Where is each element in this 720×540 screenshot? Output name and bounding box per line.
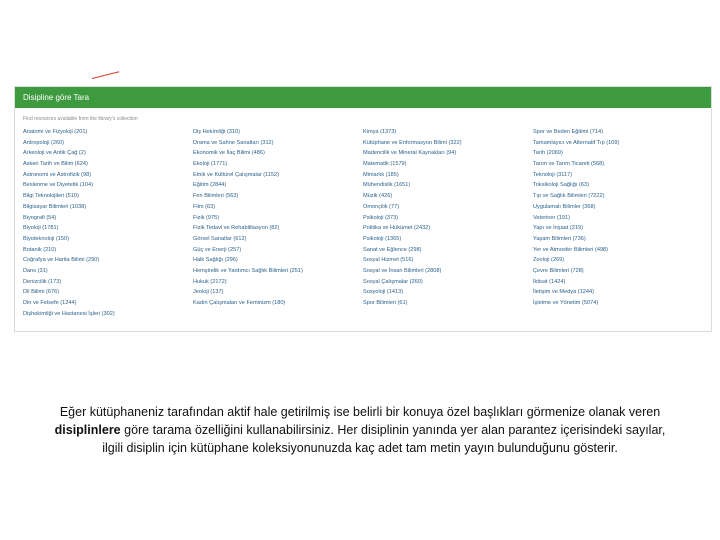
discipline-link[interactable]: Ekoloji (1771) xyxy=(193,161,228,168)
discipline-link[interactable]: Dans (31) xyxy=(23,267,48,274)
discipline-link[interactable]: İktisat (1424) xyxy=(533,278,566,285)
discipline-link[interactable]: Coğrafya ve Harita Bilimi (290) xyxy=(23,257,100,264)
discipline-link[interactable]: Toksikoloji Sağlığı (63) xyxy=(533,182,589,189)
discipline-link[interactable]: Hukuk (2172) xyxy=(193,278,227,285)
discipline-link[interactable]: Veteriner (191) xyxy=(533,214,571,221)
discipline-link[interactable]: Spor Bilimleri (61) xyxy=(363,300,408,306)
discipline-link[interactable]: Halk Sağlığı (296) xyxy=(193,257,238,264)
discipline-link[interactable]: Antropoloji (260) xyxy=(23,139,65,146)
discipline-column xyxy=(533,127,703,319)
discipline-link[interactable]: Askeri Tarih ve Bilim (624) xyxy=(23,161,88,168)
discipline-link[interactable]: Fen Bilimleri (563) xyxy=(193,193,239,200)
discipline-grid xyxy=(15,127,711,319)
discipline-column xyxy=(363,127,533,319)
discipline-link[interactable]: Mimarlık (185) xyxy=(363,171,399,178)
discipline-link[interactable]: Spor ve Beden Eğitimi (714) xyxy=(533,129,603,135)
discipline-link[interactable]: Omonçilik (77) xyxy=(363,203,400,210)
discipline-link[interactable]: Yapı ve İnşaat (219) xyxy=(533,225,583,232)
discipline-link[interactable]: Biyoteknoloji (150) xyxy=(23,235,70,242)
discipline-link[interactable]: Tamamlayıcı ve Alternatif Tıp (109) xyxy=(533,139,620,146)
discipline-link[interactable]: Din ve Felsefe (1244) xyxy=(23,300,77,306)
discipline-link[interactable]: Psikoloji (373) xyxy=(363,214,399,221)
discipline-link[interactable]: Arkeoloji ve Antik Çağ (2) xyxy=(23,150,86,157)
discipline-link[interactable]: Psikoloji (1365) xyxy=(363,235,402,242)
discipline-link[interactable]: Matematik (1579) xyxy=(363,161,407,168)
discipline-link[interactable]: Bilgi Teknolojileri (510) xyxy=(23,193,79,200)
discipline-link[interactable]: Hemşirelik ve Yardımcı Sağlık Bilimleri (251) xyxy=(193,267,303,274)
discipline-link[interactable]: Astronomi ve Astrofizik (98) xyxy=(23,171,92,178)
discipline-link[interactable]: Sosyal Hizmet (516) xyxy=(363,257,414,264)
discipline-link[interactable]: Çevre Bilimleri (728) xyxy=(533,267,584,274)
discipline-link[interactable]: Ekonomik ve İlaç Bilimi (486) xyxy=(193,150,265,157)
discipline-link[interactable]: Tıp ve Sağlık Bilimleri (7222) xyxy=(533,193,605,200)
browse-by-discipline-panel xyxy=(14,86,712,332)
discipline-link[interactable]: Kadın Çalışmaları ve Feminizm (180) xyxy=(193,300,286,306)
annotation-arrow xyxy=(92,71,119,79)
discipline-link[interactable]: Müzik (426) xyxy=(363,193,393,200)
discipline-link[interactable]: Politika ve Hükümet (2432) xyxy=(363,225,431,232)
discipline-column xyxy=(193,127,363,319)
panel-subtitle: Find resources available from the library's collection xyxy=(23,116,138,122)
discipline-link[interactable]: Mühendislik (1651) xyxy=(363,182,411,189)
caption-line-1: Eğer kütüphaneniz tarafından aktif hale getirilmiş ise belirli bir konuya özel başlıkları görmenize olanak veren xyxy=(59,405,661,419)
discipline-link[interactable]: Uygulamalı Bilimler (368) xyxy=(533,203,596,210)
discipline-link[interactable]: Biyografi (54) xyxy=(23,214,57,221)
discipline-link[interactable]: Fizik Tedavi ve Rehabilitasyon (82) xyxy=(193,225,280,232)
discipline-link[interactable]: Yaşam Bilimleri (736) xyxy=(533,235,586,242)
discipline-link[interactable]: Denizcilik (173) xyxy=(23,278,62,285)
discipline-link[interactable]: Bilgisayar Bilimleri (1038) xyxy=(23,203,87,210)
discipline-link[interactable]: Yer ve Atmosfer Bilimleri (498) xyxy=(533,246,609,253)
discipline-link[interactable]: Madencilik ve Mineral Kaynakları (94) xyxy=(363,150,457,157)
caption-bold-word: disiplinlere xyxy=(54,423,121,437)
discipline-link[interactable]: Güç ve Enerji (257) xyxy=(193,246,242,253)
discipline-link[interactable]: Dişhekimliği ve Hastanesi İşleri (302) xyxy=(23,310,115,317)
discipline-link[interactable]: Anatomi ve Fizyoloji (201) xyxy=(23,129,88,135)
caption-line-2: göre tarama özelliğini kullanabilirsiniz. Her disiplinin yanında yer alan parantez içerisindeki sayılar, xyxy=(120,423,666,437)
discipline-link[interactable]: Sosyal Çalışmalar (260) xyxy=(363,278,423,285)
discipline-link[interactable]: Jeoloji (137) xyxy=(193,289,224,296)
discipline-link[interactable]: Sanat ve Eğlence (298) xyxy=(363,246,422,253)
discipline-link[interactable]: İşletme ve Yönetim (5074) xyxy=(533,300,599,306)
discipline-link[interactable]: Drama ve Sahne Sanatları (312) xyxy=(193,139,274,146)
discipline-link[interactable]: İletişim ve Medya (1244) xyxy=(533,289,594,296)
discipline-link[interactable]: Film (63) xyxy=(193,203,216,210)
caption-text xyxy=(20,403,700,457)
caption-line-3: ilgili disiplin için kütüphane koleksiyonunuzda kaç adet tam metin yayın bulunduğunu gösterir. xyxy=(102,441,618,455)
discipline-link[interactable]: Görsel Sanatlar (612) xyxy=(193,235,247,242)
discipline-link[interactable]: Sosyal ve İnsan Bilimleri (2808) xyxy=(363,267,442,274)
discipline-link[interactable]: Diş Hekimliği (310) xyxy=(193,129,240,135)
discipline-link[interactable]: Etnik ve Kültürel Çalışmalar (1152) xyxy=(193,171,280,178)
discipline-link[interactable]: Dil Bilimi (676) xyxy=(23,289,60,296)
discipline-link[interactable]: Kütüphane ve Enformasyon Bilimi (322) xyxy=(363,139,462,146)
discipline-link[interactable]: Teknoloji (3117) xyxy=(533,171,573,178)
discipline-link[interactable]: Sosyoloji (1413) xyxy=(363,289,404,296)
discipline-link[interactable]: Tarih (2069) xyxy=(533,150,563,157)
discipline-link[interactable]: Botanik (210) xyxy=(23,246,57,253)
discipline-link[interactable]: Eğitim (2844) xyxy=(193,182,227,189)
discipline-column xyxy=(23,127,193,319)
discipline-link[interactable]: Biyoloji (1781) xyxy=(23,225,59,232)
discipline-link[interactable]: Zooloji (269) xyxy=(533,257,565,264)
discipline-link[interactable]: Tarım ve Tarım Ticareti (568) xyxy=(533,161,605,168)
discipline-link[interactable]: Fizik (975) xyxy=(193,214,220,221)
panel-title: Disipline göre Tara xyxy=(15,87,711,108)
discipline-link[interactable]: Beslenme ve Diyetetik (104) xyxy=(23,182,93,189)
discipline-link[interactable]: Kimya (1373) xyxy=(363,129,397,135)
